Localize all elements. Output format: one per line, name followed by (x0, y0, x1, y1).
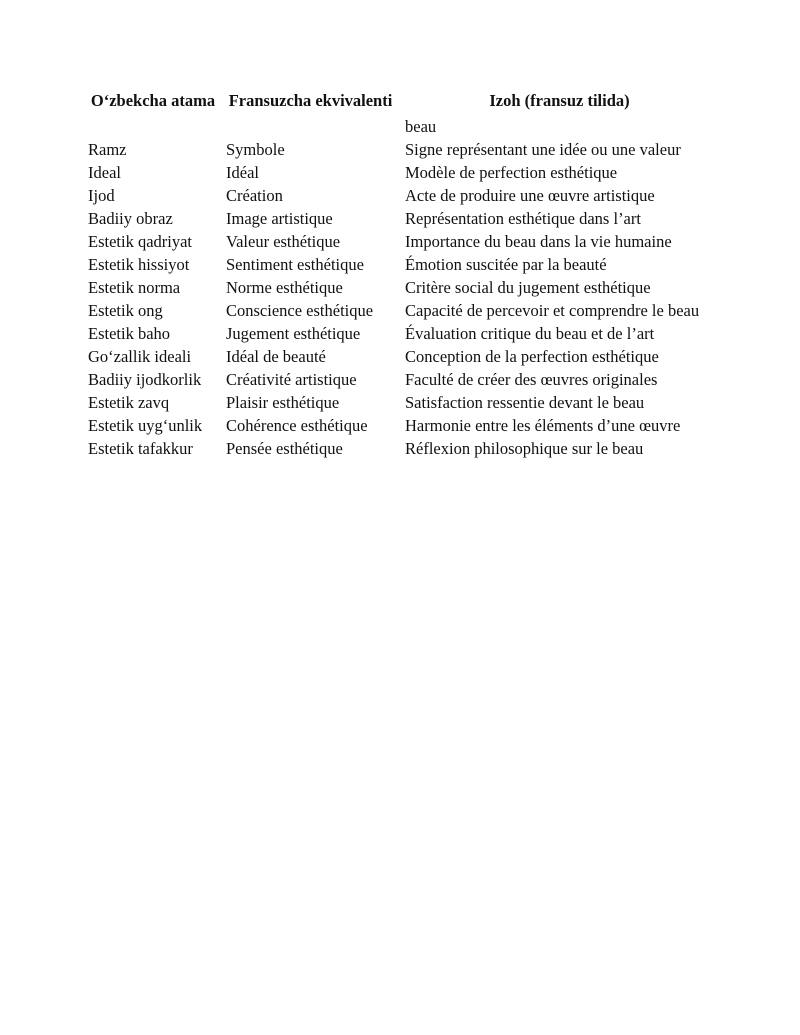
uzbek-term-cell: Estetik baho (88, 324, 171, 343)
explanation-cell: Critère social du jugement esthétique (405, 278, 651, 297)
french-equivalent-cell: Plaisir esthétique (226, 393, 340, 412)
explanation-cell: Capacité de percevoir et comprendre le beau (405, 301, 700, 320)
table-row (84, 299, 720, 322)
explanation-cell: Évaluation critique du beau et de l’art (405, 324, 655, 343)
table-row (84, 253, 720, 276)
explanation-cell: Réflexion philosophique sur le beau (405, 439, 644, 458)
explanation-cell: Importance du beau dans la vie humaine (405, 232, 672, 251)
french-equivalent-cell: Pensée esthétique (226, 439, 343, 458)
uzbek-term-cell: Badiiy ijodkorlik (88, 370, 202, 389)
french-equivalent-cell: Symbole (226, 140, 285, 159)
header-explanation: Izoh (fransuz tilida) (489, 91, 630, 110)
header-uzbek-term: O‘zbekcha atama (90, 91, 216, 110)
uzbek-term-cell: Estetik hissiyot (88, 255, 190, 274)
uzbek-term-cell: Estetik norma (88, 278, 181, 297)
empty-cell (84, 115, 222, 138)
explanation-cell: Conception de la perfection esthétique (405, 347, 659, 366)
table-row (84, 322, 720, 345)
french-equivalent-cell: Idéal (226, 163, 259, 182)
explanation-cell: Acte de produire une œuvre artistique (405, 186, 655, 205)
french-equivalent-cell: Conscience esthétique (226, 301, 374, 320)
table-row (84, 437, 720, 460)
header-row (84, 88, 720, 115)
table-row (84, 184, 720, 207)
table-body (84, 115, 720, 460)
french-equivalent-cell: Jugement esthétique (226, 324, 361, 343)
explanation-cell: Signe représentant une idée ou une valeur (405, 140, 681, 159)
table-row (84, 230, 720, 253)
table-row (84, 138, 720, 161)
glossary-table (84, 88, 720, 460)
explanation-cell: Faculté de créer des œuvres originales (405, 370, 658, 389)
header-french-equivalent: Fransuzcha ekvivalenti (228, 91, 393, 110)
french-equivalent-cell: Norme esthétique (226, 278, 343, 297)
uzbek-term-cell: Ideal (88, 163, 121, 182)
explanation-cell: Satisfaction ressentie devant le beau (405, 393, 645, 412)
table-row (84, 345, 720, 368)
french-equivalent-cell: Image artistique (226, 209, 333, 228)
table-header (84, 88, 720, 115)
explanation-cell: Représentation esthétique dans l’art (405, 209, 641, 228)
french-equivalent-cell: Création (226, 186, 283, 205)
uzbek-term-cell: Estetik uyg‘unlik (88, 416, 203, 435)
table-row (84, 368, 720, 391)
french-equivalent-cell: Valeur esthétique (226, 232, 341, 251)
french-equivalent-cell: Cohérence esthétique (226, 416, 368, 435)
table-row (84, 161, 720, 184)
french-equivalent-cell: Idéal de beauté (226, 347, 326, 366)
uzbek-term-cell: Ramz (88, 140, 127, 159)
uzbek-term-cell: Estetik tafakkur (88, 439, 193, 458)
uzbek-term-cell: Go‘zallik ideali (88, 347, 192, 366)
empty-cell (222, 115, 399, 138)
french-equivalent-cell: Créativité artistique (226, 370, 357, 389)
uzbek-term-cell: Estetik zavq (88, 393, 170, 412)
table-row (84, 391, 720, 414)
explanation-cell: Émotion suscitée par la beauté (405, 255, 607, 274)
uzbek-term-cell: Badiiy obraz (88, 209, 173, 228)
explanation-cell: Modèle de perfection esthétique (405, 163, 618, 182)
table-row (84, 207, 720, 230)
uzbek-term-cell: Ijod (88, 186, 115, 205)
explanation-cell: Harmonie entre les éléments d’une œuvre (405, 416, 681, 435)
continuation-text: beau (405, 117, 437, 136)
continuation-row (84, 115, 720, 138)
french-equivalent-cell: Sentiment esthétique (226, 255, 364, 274)
uzbek-term-cell: Estetik ong (88, 301, 163, 320)
table-row (84, 276, 720, 299)
uzbek-term-cell: Estetik qadriyat (88, 232, 193, 251)
table-row (84, 414, 720, 437)
